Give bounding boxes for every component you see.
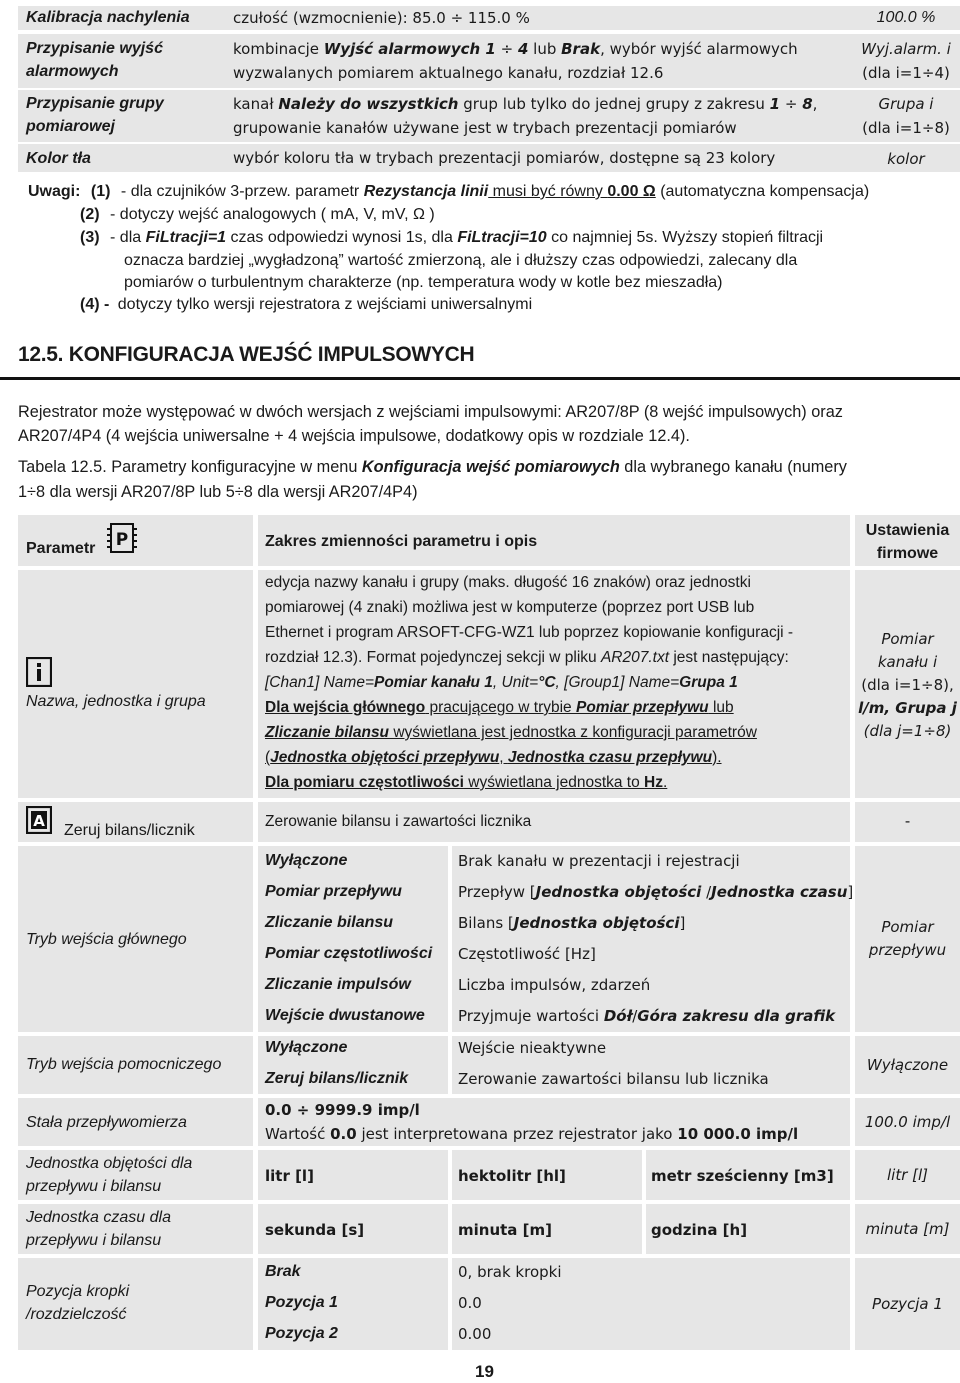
row-kolor-tla <box>18 144 960 172</box>
option-desc: Przyjmuje wartości Dół/Góra zakresu dla grafik <box>458 1007 836 1025</box>
p-menu-icon <box>107 521 137 560</box>
row-aux-mode-label: Tryb wejścia pomocniczego <box>26 1056 222 1073</box>
option-desc: Liczba impulsów, zdarzeń <box>458 976 651 994</box>
row-name-default: Pomiar kanału i (dla i=1÷8), l/m, Grupa j (dla j=1÷8) <box>855 570 960 798</box>
row-dot-default: Pozycja 1 <box>855 1258 960 1350</box>
row-main-mode-names <box>258 846 448 1032</box>
notes: Uwagi: (1) - dla czujników 3-przew. parametr Rezystancja linii musi być równy 0.00 Ω (automatyczna kompensacja) (2) - dotyczy wejść analogowych ( mA, V, mV, Ω ) (3) - dla FiLtracji=1 czas odpowiedzi wynosi 1s, dla FiLtracji=10 co najmniej 5s. Wyższy stopień filtracji oznacza bardziej „wygładzoną” wartość zmierzoną, ale i dłuższy czas odpowiedzi, zalecany dla pomiarów o turbulentnym charakterze (np. temperatura wody w kotle bez mieszadła) (4) - dotyczy tylko wersji rejestratora z wejściami uniwersalnymi <box>28 183 870 313</box>
option-name: Zliczanie impulsów <box>265 976 411 993</box>
param-desc: kombinacje Wyjść alarmowych 1 ÷ 4 lub Brak, wybór wyjść alarmowych wyzwalanych pomiarem aktualnego kanału, rozdział 12.6 <box>233 40 798 82</box>
row-main-mode-default: Pomiar przepływu <box>855 846 960 1032</box>
row-main-mode-label: Tryb wejścia głównego <box>26 931 187 948</box>
param-desc: wybór koloru tła w trybach prezentacji pomiarów, dostępne są 23 kolory <box>233 149 776 167</box>
option-name: Zeruj bilans/licznik <box>265 1070 409 1087</box>
option-name: Pomiar przepływu <box>265 883 402 900</box>
row-aux-mode-default: Wyłączone <box>855 1036 960 1094</box>
option-desc: 0.0 <box>458 1294 482 1312</box>
info-icon <box>26 657 52 692</box>
row-vol-unit-label: Jednostka objętości dla przepływu i bilansu <box>26 1155 193 1195</box>
param-label: Przypisanie wyjść alarmowych <box>26 40 163 80</box>
option-name: godzina [h] <box>651 1221 748 1239</box>
row-reset-default: - <box>855 802 960 842</box>
row-vol-unit-default: litr [l] <box>855 1150 960 1200</box>
row-name-param <box>18 570 253 798</box>
option-desc: Zerowanie zawartości bilansu lub licznika <box>458 1070 769 1088</box>
param-desc: czułość (wzmocnienie): 85.0 ÷ 115.0 % <box>233 9 530 27</box>
row-reset-desc: Zerowanie bilansu i zawartości licznika <box>265 813 532 830</box>
svg-text:P: P <box>115 530 129 550</box>
page-number: 19 <box>475 1362 494 1381</box>
header-range: Zakres zmienności parametru i opis <box>265 533 538 550</box>
row-constant-desc: Wartość 0.0 jest interpretowana przez rejestrator jako 10 000.0 imp/l <box>265 1125 799 1143</box>
option-desc: Brak kanału w prezentacji i rejestracji <box>458 852 740 870</box>
option-desc: Bilans [Jednostka objętości] <box>458 914 686 932</box>
param-label: Przypisanie grupy pomiarowej <box>26 95 164 135</box>
option-name: Zliczanie bilansu <box>265 914 394 931</box>
param-default: Grupa i (dla i=1÷8) <box>862 95 950 137</box>
option-desc: 0, brak kropki <box>458 1263 562 1281</box>
section-divider <box>0 377 960 380</box>
a-button-icon <box>26 806 52 839</box>
option-name: Wyłączone <box>265 852 348 869</box>
row-kalibracja <box>18 6 960 30</box>
row-dot-label: Pozycja kropki /rozdzielczość <box>26 1283 130 1323</box>
row-name-desc: edycja nazwy kanału i grupy (maks. długość 16 znaków) oraz jednostki pomiarowej (4 znaki) możliwa jest w komputerze (poprzez port USB lub Ethernet i program ARSOFT-CFG-WZ1 lub poprzez kopiowanie konfiguracji - rozdział 12.3). Format pojedynczej sekcji w pliku AR207.txt jest następujący: [Chan1] Name=Pomiar kanału 1, Unit=°C, [Group1] Name=Grupa 1 Dla wejścia głównego pracującego w trybie Pomiar przepływu lub Zliczanie bilansu wyświetlana jest jednostka z konfiguracji parametrów (Jednostka objętości przepływu, Jednostka czasu przepływu). Dla pomiaru częstotliwości wyświetlana jednostka to Hz. <box>258 570 850 798</box>
param-label: Kalibracja nachylenia <box>26 9 190 26</box>
option-name: litr [l] <box>265 1167 314 1185</box>
option-name: Pomiar częstotliwości <box>265 945 433 962</box>
option-name: Pozycja 1 <box>265 1294 338 1311</box>
param-default: kolor <box>887 150 925 168</box>
row-time-unit-label: Jednostka czasu dla przepływu i bilansu <box>26 1209 171 1249</box>
option-name: hektolitr [hl] <box>458 1167 566 1185</box>
param-desc: kanał Należy do wszystkich grup lub tylko do jednej grupy z zakresu 1 ÷ 8, grupowanie kanałów używane jest w trybach prezentacji pomiarów <box>233 95 818 137</box>
row-reset-label: Zeruj bilans/licznik <box>64 822 195 839</box>
section-title: 12.5. KONFIGURACJA WEJŚĆ IMPULSOWYCH <box>18 343 475 366</box>
row-name-label: Nazwa, jednostka i grupa <box>26 693 206 710</box>
option-name: sekunda [s] <box>265 1221 365 1239</box>
notes-title: Uwagi: <box>28 183 81 200</box>
option-desc: Wejście nieaktywne <box>458 1039 607 1057</box>
row-constant-range: 0.0 ÷ 9999.9 imp/l <box>265 1101 420 1119</box>
option-name: Wyłączone <box>265 1039 348 1056</box>
row-main-mode-descs <box>452 846 850 1032</box>
row-przypisanie-grupy <box>18 90 960 142</box>
intro-paragraph: Rejestrator może występować w dwóch wersjach z wejściami impulsowymi: AR207/8P (8 wejść impulsowych) oraz AR207/4P4 (4 wejścia uniwersalne + 4 wejścia impulsowe, dodatkowy opis w rozdziale 12.4). <box>18 403 843 445</box>
row-constant-default: 100.0 imp/l <box>855 1098 960 1146</box>
row-przypisanie-wyjsc <box>18 34 960 88</box>
header-param: Parametr <box>26 540 96 557</box>
option-name: Wejście dwustanowe <box>265 1007 425 1024</box>
option-desc: Częstotliwość [Hz] <box>458 945 596 963</box>
svg-text:A: A <box>33 812 45 830</box>
option-name: metr sześcienny [m3] <box>651 1167 834 1185</box>
param-default: Wyj.alarm. i (dla i=1÷4) <box>861 40 951 82</box>
param-label: Kolor tła <box>26 150 91 167</box>
option-name: minuta [m] <box>458 1221 552 1239</box>
row-time-unit-default: minuta [m] <box>855 1204 960 1254</box>
option-name: Pozycja 2 <box>265 1325 338 1342</box>
table-caption: Tabela 12.5. Parametry konfiguracyjne w menu Konfiguracja wejść pomiarowych dla wybranego kanału (numery 1÷8 dla wersji AR207/8P lub 5÷8 dla wersji AR207/4P4) <box>18 458 847 501</box>
header-default: Ustawienia firmowe <box>855 515 960 566</box>
row-constant-label: Stała przepływomierza <box>26 1114 187 1131</box>
option-desc: Przepływ [Jednostka objętości /Jednostka czasu] <box>458 883 854 901</box>
param-default: 100.0 % <box>876 9 936 26</box>
option-name: Brak <box>265 1263 301 1280</box>
option-desc: 0.00 <box>458 1325 492 1343</box>
